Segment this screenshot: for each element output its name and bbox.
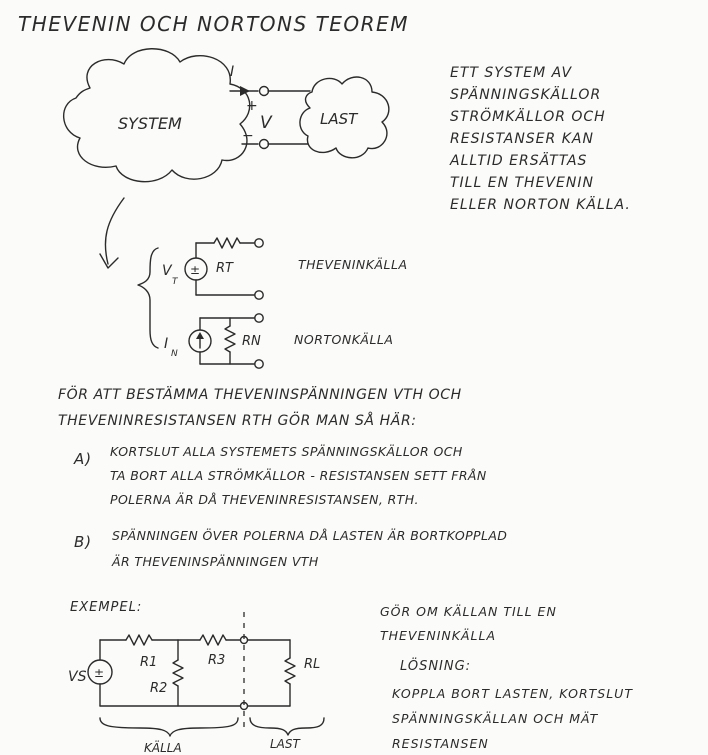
thevenin-source-sub: T [172, 277, 178, 287]
vs-label: VS [68, 669, 87, 685]
description [450, 66, 631, 212]
description-line: STRÖMKÄLLOR OCH [450, 109, 606, 125]
thevenin-source-label: V [162, 263, 172, 279]
svg-text:±: ± [190, 263, 201, 277]
voltage-label: V [260, 113, 272, 133]
current-arrow [240, 86, 250, 96]
solution-line: RESISTANSEN [392, 736, 489, 751]
step-a-line: TA BORT ALLA STRÖMKÄLLOR - RESISTANSEN SETT FRÅN [110, 468, 487, 483]
brace [138, 248, 158, 348]
norton-source-label: I [164, 336, 169, 352]
step-b-line: ÄR THEVENINSPÄNNINGEN VTH [112, 554, 319, 569]
example-heading: EXEMPEL: [70, 600, 143, 615]
method-intro-line: THEVENINRESISTANSEN RTH GÖR MAN SÅ HÄR: [58, 413, 417, 429]
step-a-line: POLERNA ÄR DÅ THEVENINRESISTANSEN, RTH. [110, 492, 419, 507]
description-line: SPÄNNINGSKÄLLOR [450, 87, 602, 103]
thevenin-resistor [214, 238, 240, 248]
load-brace-label: LAST [270, 737, 300, 751]
norton-resistor [225, 326, 235, 352]
description-line: TILL EN THEVENIN [450, 175, 594, 191]
task-line: THEVENINKÄLLA [380, 628, 496, 643]
system-label: SYSTEM [118, 114, 182, 133]
current-label: I [230, 64, 235, 80]
r3-label: R3 [208, 653, 226, 668]
description-line: ALLTID ERSÄTTAS [450, 153, 588, 169]
minus-label: − [242, 128, 254, 144]
svg-text:±: ± [94, 666, 105, 680]
source-brace [100, 718, 238, 736]
thevenin-caption: THEVENINKÄLLA [298, 257, 408, 272]
resistor-r2 [173, 660, 183, 686]
solution-line: KOPPLA BORT LASTEN, KORTSLUT [392, 686, 633, 701]
r1-label: R1 [140, 655, 158, 670]
norton-resistor-label: RN [242, 334, 261, 349]
method-intro-line: FÖR ATT BESTÄMMA THEVENINSPÄNNINGEN VTH OCH [58, 387, 462, 403]
resistor-r3 [200, 635, 226, 645]
norton-caption: NORTONKÄLLA [294, 332, 394, 347]
description-line: ETT SYSTEM AV [450, 65, 573, 81]
source-label: KÄLLA [144, 741, 182, 755]
step-b-line: SPÄNNINGEN ÖVER POLERNA DÅ LASTEN ÄR BORTKOPPLAD [112, 528, 508, 543]
system-load-figure [64, 49, 389, 268]
solution-line: SPÄNNINGSKÄLLAN OCH MÄT [392, 711, 599, 726]
resistor-r1 [126, 635, 152, 645]
example-circuit [68, 612, 324, 755]
task-line: GÖR OM KÄLLAN TILL EN [380, 604, 557, 619]
load-brace [250, 718, 324, 735]
plus-label: + [246, 98, 258, 114]
page-title: THEVENIN OCH NORTONS TEOREM [18, 12, 409, 36]
solution-heading: LÖSNING: [400, 659, 472, 674]
description-line: RESISTANSER KAN [450, 131, 594, 147]
step-a-label: A) [74, 450, 93, 468]
resistor-rl [285, 658, 295, 684]
step-a-line: KORTSLUT ALLA SYSTEMETS SPÄNNINGSKÄLLOR OCH [110, 444, 463, 459]
equivalence-arrow [105, 198, 124, 264]
load-label: LAST [320, 110, 358, 128]
r2-label: R2 [150, 681, 168, 696]
description-line: ELLER NORTON KÄLLA. [450, 197, 631, 213]
equivalent-sources [138, 238, 408, 368]
step-b-label: B) [74, 533, 93, 551]
rl-label: RL [304, 657, 321, 672]
thevenin-resistor-label: RT [216, 261, 233, 276]
norton-source-sub: N [171, 349, 178, 359]
